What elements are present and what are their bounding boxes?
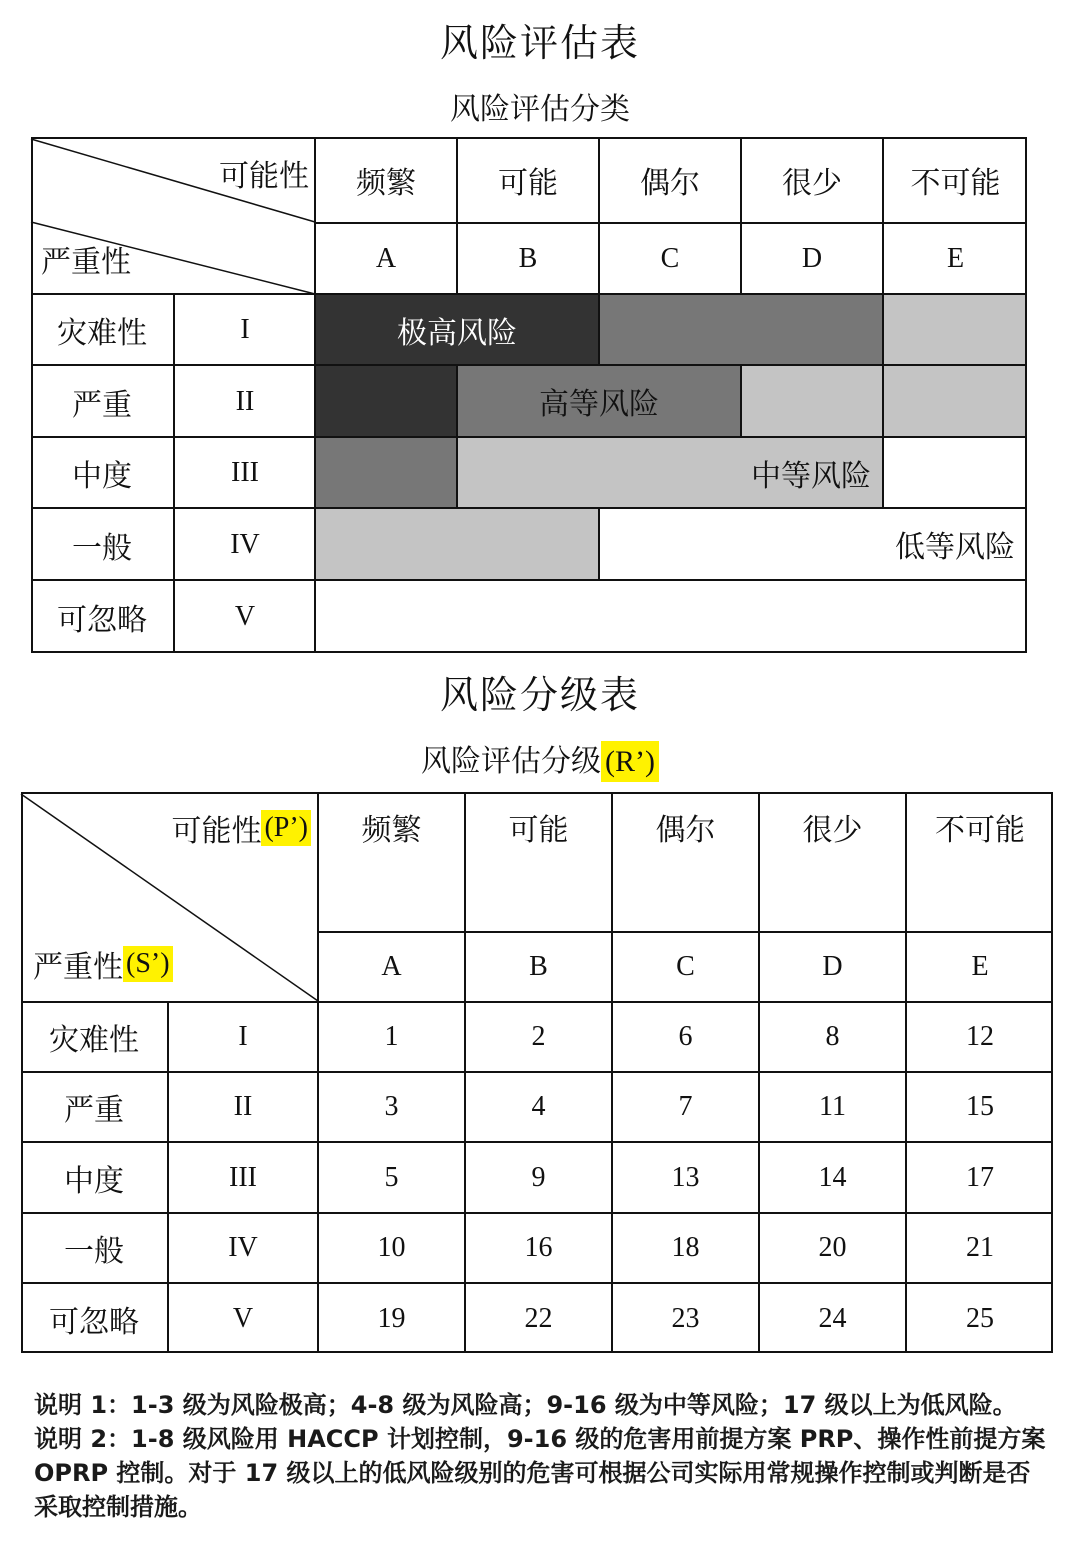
likelihood-header: 很少 <box>802 813 863 848</box>
corner-severity-code: (S’) <box>123 946 173 982</box>
zone-label-high: 高等风险 <box>539 387 659 422</box>
severity-name: 严重 <box>64 1093 124 1128</box>
explanatory-notes <box>34 1388 1054 1524</box>
risk-grade-cell: 18 <box>671 1232 700 1263</box>
likelihood-header: 偶尔 <box>640 165 700 201</box>
risk-classification-table <box>31 137 1027 653</box>
severity-name: 灾难性 <box>49 1023 139 1058</box>
severity-level: II <box>235 385 255 417</box>
risk-grade-cell: 4 <box>531 1091 546 1122</box>
severity-level: III <box>229 1161 257 1193</box>
severity-name: 中度 <box>64 1163 124 1199</box>
severity-name: 一般 <box>72 530 132 566</box>
likelihood-header: 偶尔 <box>655 813 716 848</box>
note-2: 说明 2：1-8 级风险用 HACCP 计划控制，9-16 级的危害用前提方案 PRP、操作性前提方案 OPRP 控制。对于 17 级以上的低风险级别的危害可根据公司实际用常规操作控制或判断是否采取控制措施。 <box>34 1425 1046 1521</box>
likelihood-header: 很少 <box>782 165 842 201</box>
severity-level: I <box>238 1021 248 1052</box>
corner-likelihood-label <box>131 806 311 850</box>
severity-level: V <box>234 601 256 632</box>
likelihood-code: C <box>676 951 695 982</box>
corner-likelihood-text: 可能性 <box>171 814 262 849</box>
risk-grade-cell: 13 <box>671 1161 700 1193</box>
risk-grade-cell: 5 <box>384 1161 399 1193</box>
risk-grade-cell: 22 <box>524 1302 553 1334</box>
likelihood-code: D <box>822 951 843 982</box>
risk-grade-cell: 23 <box>671 1302 700 1334</box>
risk-grade-cell: 12 <box>966 1021 994 1052</box>
risk-grade-cell: 20 <box>818 1232 847 1263</box>
severity-name: 中度 <box>72 459 132 494</box>
severity-name: 灾难性 <box>57 316 147 351</box>
severity-name: 一般 <box>64 1234 124 1269</box>
table1-subtitle: 风险评估分类 <box>450 92 630 127</box>
risk-grade-cell: 9 <box>531 1161 546 1193</box>
likelihood-code: A <box>375 243 397 274</box>
severity-level: V <box>232 1302 254 1334</box>
risk-grade-cell: 8 <box>825 1021 840 1052</box>
corner-likelihood-code: (P’) <box>261 810 311 846</box>
risk-grade-cell: 2 <box>531 1021 546 1052</box>
severity-name: 严重 <box>72 387 132 423</box>
likelihood-code: C <box>660 243 680 274</box>
risk-grade-cell: 15 <box>966 1091 994 1122</box>
likelihood-code: B <box>529 951 548 982</box>
risk-grade-cell: 7 <box>678 1091 693 1122</box>
corner-severity-text: 严重性 <box>33 950 123 985</box>
zone-label-medium: 中等风险 <box>751 458 871 494</box>
likelihood-code: E <box>971 951 989 982</box>
severity-level: IV <box>228 1232 258 1263</box>
table2-subtitle <box>0 736 1080 780</box>
risk-grade-cell: 11 <box>819 1091 846 1122</box>
likelihood-code: B <box>518 243 538 274</box>
severity-level: I <box>240 314 250 345</box>
corner-severity-label <box>33 942 233 986</box>
severity-level: IV <box>230 528 260 560</box>
table2-subtitle-text: 风险评估分级 <box>421 744 601 779</box>
likelihood-header: 频繁 <box>361 813 422 848</box>
likelihood-header: 频繁 <box>356 165 416 201</box>
likelihood-header: 不可能 <box>935 813 1025 848</box>
severity-level: III <box>231 457 259 488</box>
risk-grade-cell: 25 <box>966 1302 994 1334</box>
table1-title: 风险评估表 <box>439 21 640 65</box>
risk-grade-cell: 3 <box>384 1091 399 1122</box>
risk-grade-cell: 16 <box>524 1232 553 1263</box>
likelihood-code: D <box>801 243 823 274</box>
risk-grade-cell: 21 <box>966 1232 994 1263</box>
risk-grade-cell: 19 <box>377 1302 406 1334</box>
table2-subtitle-code: (R’) <box>601 741 659 782</box>
risk-grade-cell: 10 <box>377 1232 406 1263</box>
likelihood-code: E <box>946 243 965 274</box>
zone-label-very-high: 极高风险 <box>397 315 517 351</box>
corner-severity-label: 严重性 <box>41 245 131 280</box>
corner-likelihood-label: 可能性 <box>219 159 309 194</box>
likelihood-header: 不可能 <box>910 165 1001 201</box>
table2-title: 风险分级表 <box>439 673 640 717</box>
risk-grade-cell: 24 <box>818 1302 847 1334</box>
risk-grade-cell: 6 <box>678 1021 693 1052</box>
severity-name: 可忽略 <box>49 1304 139 1340</box>
likelihood-code: A <box>381 951 402 982</box>
note-1: 说明 1：1-3 级为风险极高；4-8 级为风险高；9-16 级为中等风险；17 级以上为低风险。 <box>34 1391 1017 1419</box>
zone-label-low: 低等风险 <box>895 530 1015 565</box>
likelihood-header: 可能 <box>508 813 569 848</box>
risk-grading-table <box>21 792 1053 1353</box>
severity-level: II <box>233 1091 253 1122</box>
likelihood-header: 可能 <box>498 165 558 201</box>
risk-grade-cell: 17 <box>966 1161 994 1193</box>
risk-grade-cell: 14 <box>818 1161 847 1193</box>
severity-name: 可忽略 <box>57 603 147 638</box>
risk-grade-cell: 1 <box>384 1021 399 1052</box>
